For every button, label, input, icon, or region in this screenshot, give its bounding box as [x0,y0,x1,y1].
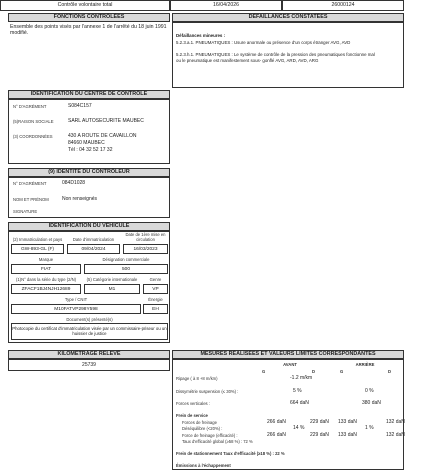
vehicle-immat-label: (2) Immatriculation et pays [12,237,63,242]
vehicle-model-label: Désignation commerciale [102,257,150,262]
vehicle-docs-label: Document(s) présenté(s) [66,317,113,322]
dissym-rear: 0 % [365,388,374,394]
measures-header: MESURES RÉALISÉES ET VALEURS LIMITES CORRESPONDANTES [172,350,404,359]
vehicle-vin-label: (1)N° dans la série du type (2/N) [15,277,77,282]
control-type: Contrôle volontaire total [57,2,113,8]
controller-signature-label: SIGNATURE [13,209,38,214]
desequilibre-front: 14 % [293,425,305,431]
controls-text: Ensemble des points visés par l'annexe 1 de l'arrêté du 18 juin 1991 modifié. [10,24,167,37]
rear-label: ARRIÈRE [355,362,375,367]
frein-eff-label: Force de freinage (efficacité) : [182,433,238,438]
controller-header: (9) IDENTITÉ DU CONTRÔLEUR [8,168,170,177]
vehicle-vin-value: ZFACF1BJ4NJH12689 [11,284,81,294]
vehicle-brand-label: Marque [38,257,54,262]
center-header: IDENTIFICATION DU CENTRE DE CONTRÔLE [8,90,170,99]
frein-force-av-d: 229 daN [310,419,329,425]
vehicle-category-value: M1 [84,284,140,294]
controller-name-value: Non renseignés [62,196,98,202]
ripage-value: -1.2 m/km [290,375,313,381]
dissym-label: Dissymétrie suspension (≤ 30%) : [176,389,239,394]
vehicle-immat-value: GW-893-GL (F) [11,244,64,254]
center-raison-label: (5)RAISON SOCIALE [13,119,54,124]
vehicle-date-value: 09/04/2024 [67,244,120,254]
desequilibre-rear: 1 % [365,425,374,431]
frein-label: Frein de service [176,413,208,418]
ripage-label: Ripage ( à 8 +8 m/km) [176,376,218,381]
controller-agrement-label: N° D'AGRÉMENT [13,181,47,186]
rear-g-label: G [340,369,344,374]
frein-eff-av-g: 266 daN [267,432,286,438]
front-d-label: D [312,369,316,374]
rear-d-label: D [388,369,392,374]
defects-header: DÉFAILLANCES CONSTATÉES [172,13,404,22]
center-address1: 430 A ROUTE DE CAVAILLON [68,133,137,139]
mileage-header: KILOMÉTRAGE RELEVÉ [8,350,170,359]
desequilibre-label: Déséquilibre (<20%) : [182,426,223,431]
vehicle-genre-label: Genre [149,277,162,282]
defect-item: 5.2.3.h.1. PNEUMATIQUES : Le système de contrôle de la pression des pneumatiques fonctionne mal ou le pneumatique est manifestement sous- gonflé AVG, ARD, AVD, ARG [176,52,375,64]
center-coords-label: (3) COORDONNÉES [13,134,53,139]
frein-eff-av-d: 229 daN [310,432,329,438]
frein-force-av-g: 266 daN [267,419,286,425]
dissym-front: 5 % [293,388,302,394]
emissions-label: Émissions à l'échappement [176,463,231,468]
frein-force-ar-g: 133 daN [338,419,357,425]
vehicle-first-circ-label: Date de 1ère mise en circulation [125,232,166,242]
taux-label: Taux d'efficacité global (≥58 %) : 72 % [182,439,253,444]
mileage-value: 25739 [82,362,96,368]
frein-eff-ar-d: 132 daN [386,432,405,438]
vehicle-model-value: 500 [84,264,168,274]
forces-front: 664 daN [290,400,309,406]
defect-item: 5.2.3.a.1. PNEUMATIQUES : Usure anormale ou présence d'un corps étranger AVG, AVD [176,40,351,45]
stationnement-label: Frein de stationnement Taux d'efficacité (≥18 %) : 22 % [176,451,285,456]
vehicle-genre-value: VP [143,284,168,294]
frein-force-ar-d: 132 daN [386,419,405,425]
vehicle-header: IDENTIFICATION DU VÉHICULE [8,222,170,231]
controls-header: FONCTIONS CONTRÔLÉES [8,13,170,22]
frein-eff-ar-g: 133 daN [338,432,357,438]
controller-name-label: NOM ET PRÉNOM [13,197,49,202]
controller-agrement-value: 084D1028 [62,180,86,186]
vehicle-type-label: Type / CNIT [64,297,88,302]
defects-title: Défaillances mineures : [176,33,226,38]
vehicle-type-value: M10FATVP298Y598 [11,304,141,314]
center-raison-value: SARL AUTOSECURITE MAUBEC [68,118,144,124]
center-phone: Tél : 04 32 52 17 32 [68,147,113,153]
center-address2: 84660 MAUBEC [68,140,105,146]
vehicle-energy-label: Énergie [148,297,163,302]
report-number: 26000124 [331,2,355,8]
vehicle-date-label: Date d'immatriculation [72,237,115,242]
vehicle-energy-value: EH [143,304,168,314]
vehicle-first-circ-value: 16/03/2023 [123,244,168,254]
forces-label: Forces verticales : [176,401,210,406]
vehicle-category-label: (5) Catégorie internationale [86,277,138,282]
center-agrement-value: S084C157 [68,103,92,109]
front-g-label: G [262,369,266,374]
front-label: AVANT [283,362,297,367]
center-agrement-label: N° D'AGRÉMENT [13,104,47,109]
vehicle-brand-value: FIAT [11,264,81,274]
frein-forces-label: Forces de freinage [182,420,217,425]
report-date: 16/04/2026 [213,2,239,8]
forces-rear: 380 daN [362,400,381,406]
vehicle-docs-value: Photocopie du certificat d'immatriculation visée par un commissaire-priseur ou un huissier de justice [11,323,168,340]
